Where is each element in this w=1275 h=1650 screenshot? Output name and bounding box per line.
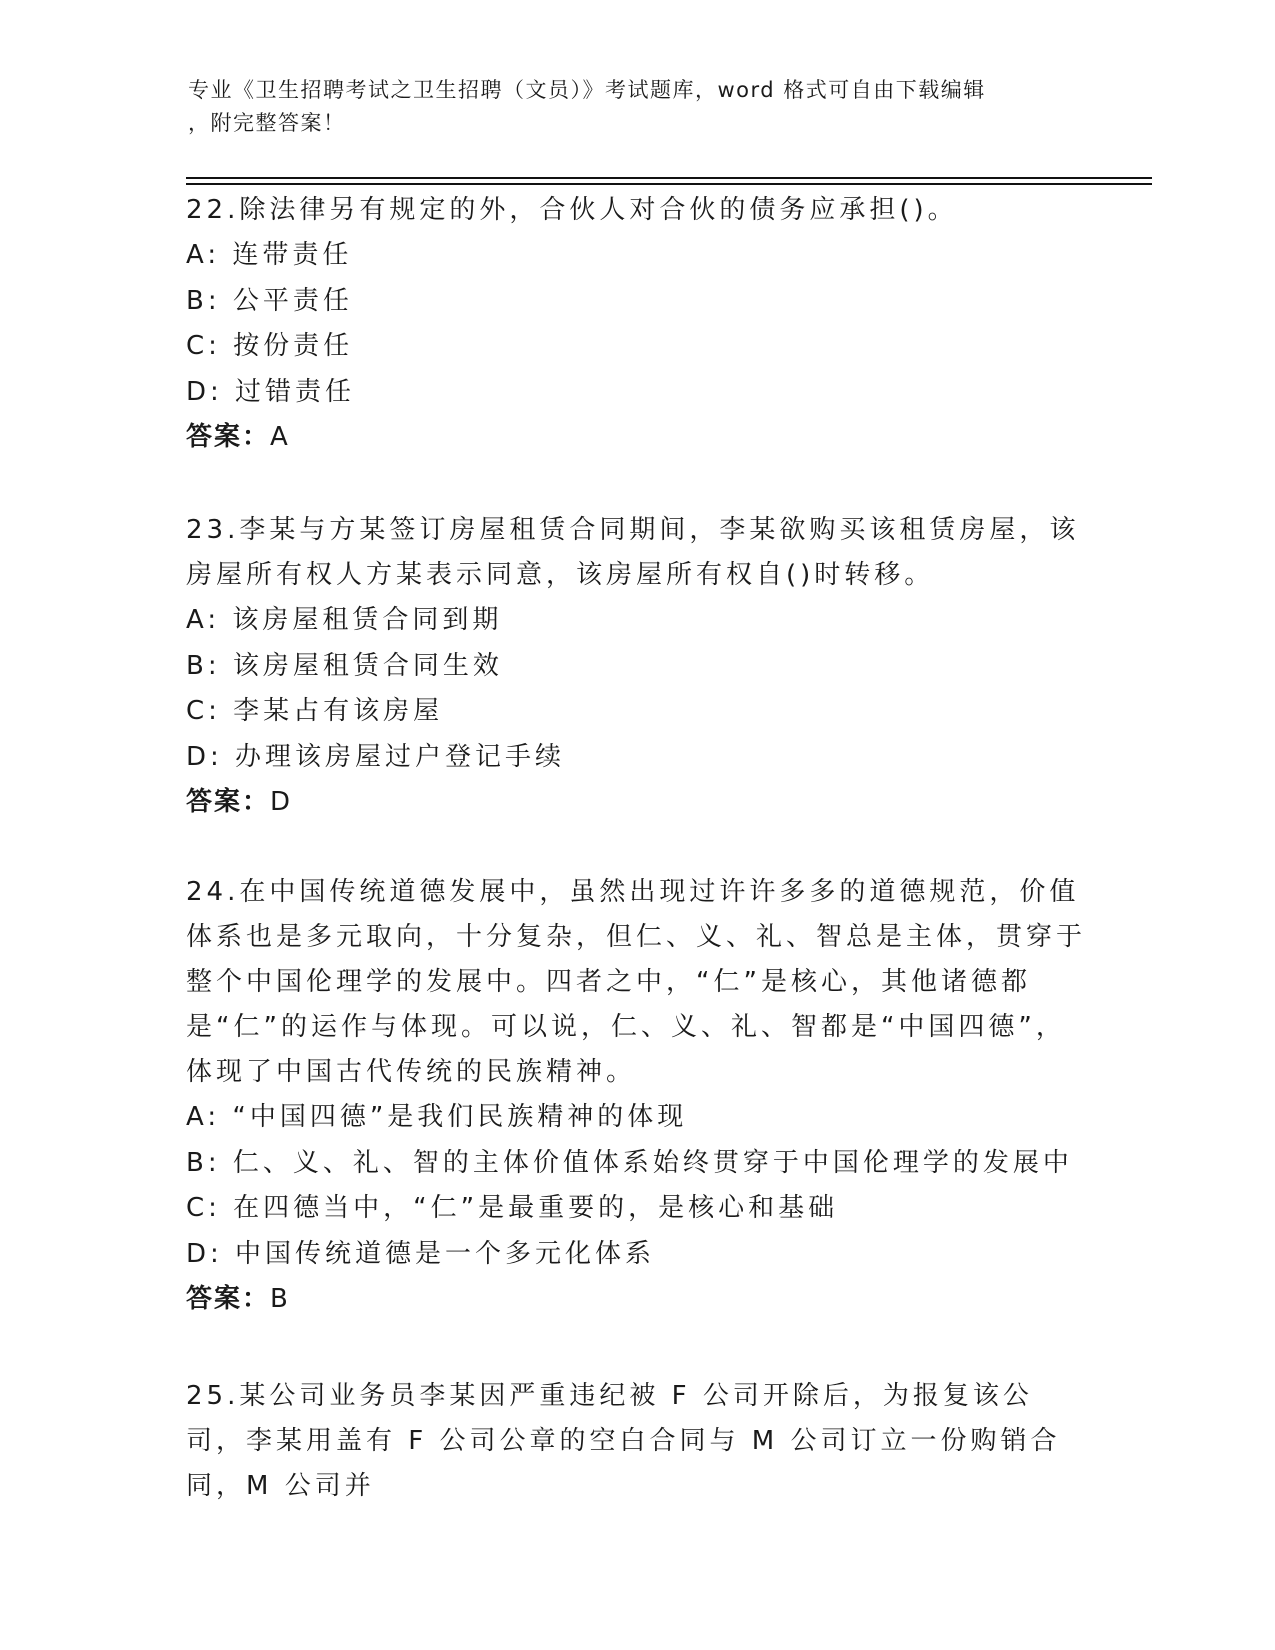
answer-label: 答案： [186,1284,271,1314]
answer-value: D [270,787,293,817]
option-b: B: 仁、义、礼、智的主体价值体系始终贯穿于中国伦理学的发展中 [186,1147,1073,1178]
header-line-1: 专业《卫生招聘考试之卫生招聘（文员）》考试题库，word 格式可自由下载编辑 [188,78,986,102]
question-23 [186,508,1086,825]
answer-line [186,415,1086,460]
answer-label: 答案： [186,787,271,817]
option-d: D: 中国传统道德是一个多元化体系 [186,1238,656,1269]
header-divider-top [186,177,1152,179]
option-a: A: 该房屋租赁合同到期 [186,605,503,635]
answer-value: A [270,422,290,452]
header-divider-bottom [186,183,1152,185]
question-stem: 23.李某与方某签订房屋租赁合同期间，李某欲购买该租赁房屋，该房屋所有权人方某表示同意，该房屋所有权自()时转移。 [186,515,1080,590]
answer-line [186,780,1086,825]
option-c: C: 按份责任 [186,331,354,361]
option-c: C: 李某占有该房屋 [186,696,444,726]
option-d: D: 办理该房屋过户登记手续 [186,741,566,772]
question-25 [186,1374,1086,1509]
question-stem: 25.某公司业务员李某因严重违纪被 F 公司开除后，为报复该公司，李某用盖有 F 公司公章的空白合同与 M 公司订立一份购销合同，M 公司并 [186,1381,1061,1501]
option-a: A: “中国四德”是我们民族精神的体现 [186,1102,688,1132]
option-d: D: 过错责任 [186,376,356,407]
document-header [188,74,1068,140]
answer-label: 答案： [186,422,271,452]
question-stem: 24.在中国传统道德发展中，虽然出现过许许多多的道德规范，价值体系也是多元取向，十分复杂，但仁、义、礼、智总是主体，贯穿于整个中国伦理学的发展中。四者之中，“仁”是核心，其他诸德都是“仁”的运作与体现。可以说，仁、义、礼、智都是“中国四德”，体现了中国古代传统的民族精神。 [186,877,1087,1087]
option-a: A: 连带责任 [186,240,353,270]
question-22 [186,188,1086,460]
answer-value: B [270,1284,290,1314]
option-c: C: 在四德当中，“仁”是最重要的，是核心和基础 [186,1193,839,1223]
question-stem: 22.除法律另有规定的外，合伙人对合伙的债务应承担()。 [186,195,958,225]
answer-line [186,1277,1086,1322]
option-b: B: 该房屋租赁合同生效 [186,650,503,681]
header-line-2: ，附完整答案！ [188,111,346,135]
option-b: B: 公平责任 [186,285,353,316]
question-24 [186,870,1086,1322]
